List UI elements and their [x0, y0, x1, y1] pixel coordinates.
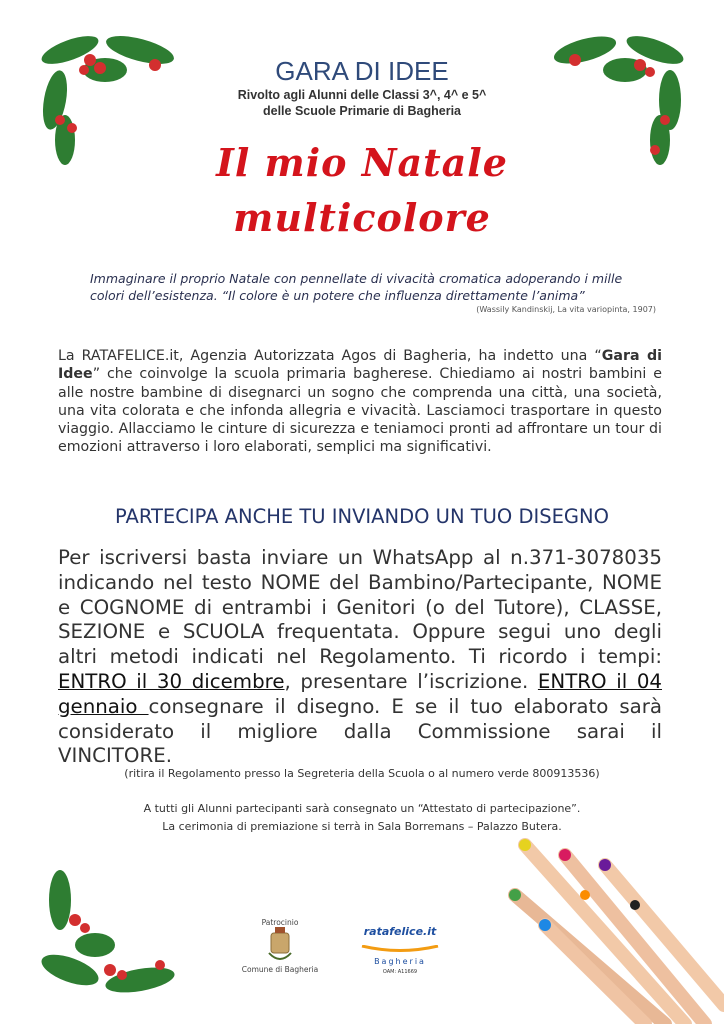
- intro-text-end: ” che coinvolge la scuola primaria bagherese. Chiediamo ai nostri bambini e alle nostre bambine di disegnarci un sogno che comprenda una città, una società, una vita colorata e che infonda allegria e vivacità. Lasciamoci trasportare in questo viaggio. Allacciamo le cinture di sicurezza e teniamoci pronti ad affrontare un tour di emozioni attraverso i loro elaborati, semplici ma significativi.: [58, 366, 662, 456]
- colored-pencils-icon: [505, 835, 724, 1024]
- municipality-coat-of-arms-icon: [265, 927, 295, 963]
- instructions-text-3: consegnare il disegno. E se il tuo elaborato sarà considerato il migliore dalla Commissione sarai il VINCITORE.: [58, 694, 663, 768]
- headline-line-2: multicolore: [233, 195, 491, 240]
- deadline-submission: ENTRO il 04 gennaio: [58, 669, 663, 718]
- deadline-registration: ENTRO il 30 dicembre: [58, 669, 285, 693]
- closing-line-1: A tutti gli Alunni partecipanti sarà consegnato un “Attestato di partecipazione”.: [143, 802, 581, 815]
- page-title: GARA DI IDEE: [275, 56, 449, 86]
- sponsor-city: Bagheria: [374, 957, 426, 966]
- quote-citation: (Wassily Kandinskij, La vita variopinta, 1907): [476, 305, 656, 314]
- sponsor-logo: [350, 925, 450, 975]
- patronage-label: Patrocinio: [261, 918, 299, 927]
- sponsor-logo-swoosh-icon: [360, 945, 440, 953]
- municipality-name: Comune di Bagheria: [241, 965, 319, 974]
- regulation-note: (ritira il Regolamento presso la Segreteria della Scuola o al numero verde 800913536): [124, 767, 600, 780]
- quote-text: Immaginare il proprio Natale con pennellate di vivacità cromatica adoperando i mille colori dell’esistenza. “Il colore è un potere che influenza direttamente l’anima”: [90, 271, 623, 303]
- intro-bold-text: Gara di Idee: [58, 348, 662, 383]
- sponsor-code: OAM: A11669: [382, 969, 418, 975]
- instructions-paragraph: [58, 546, 662, 769]
- headline-line-1: Il mio Natale: [216, 140, 508, 185]
- subtitle-line-1: Rivolto agli Alunni delle Classi 3^, 4^ e 5^: [237, 88, 487, 102]
- intro-text-start: La RATAFELICE.it, Agenzia Autorizzata Agos di Bagheria, ha indetto una “: [58, 348, 602, 364]
- intro-paragraph: [58, 347, 662, 457]
- closing-line-2: La cerimonia di premiazione si terrà in Sala Borremans – Palazzo Butera.: [162, 820, 562, 833]
- holly-decoration-bottom-left-icon: [30, 860, 180, 1010]
- subtitle-line-2: delle Scuole Primarie di Bagheria: [263, 104, 461, 118]
- sponsor-logo-text: ratafelice.it: [363, 925, 437, 938]
- instructions-text-1: Per iscriversi basta inviare un WhatsApp al n.371-3078035 indicando nel testo NOME del Bambino/Partecipante, NOME e COGNOME di entrambi i Genitori (o del Tutore), CLASSE, SEZIONE e SCUOLA frequentata. Oppure segui uno degli altri metodi indicati nel Regolamento. Ti ricordo i tempi:: [58, 546, 662, 669]
- instructions-text-2: , presentare l’iscrizione.: [284, 669, 538, 693]
- patronage-block: [235, 918, 325, 974]
- cta-heading: PARTECIPA ANCHE TU INVIANDO UN TUO DISEGNO: [115, 505, 609, 528]
